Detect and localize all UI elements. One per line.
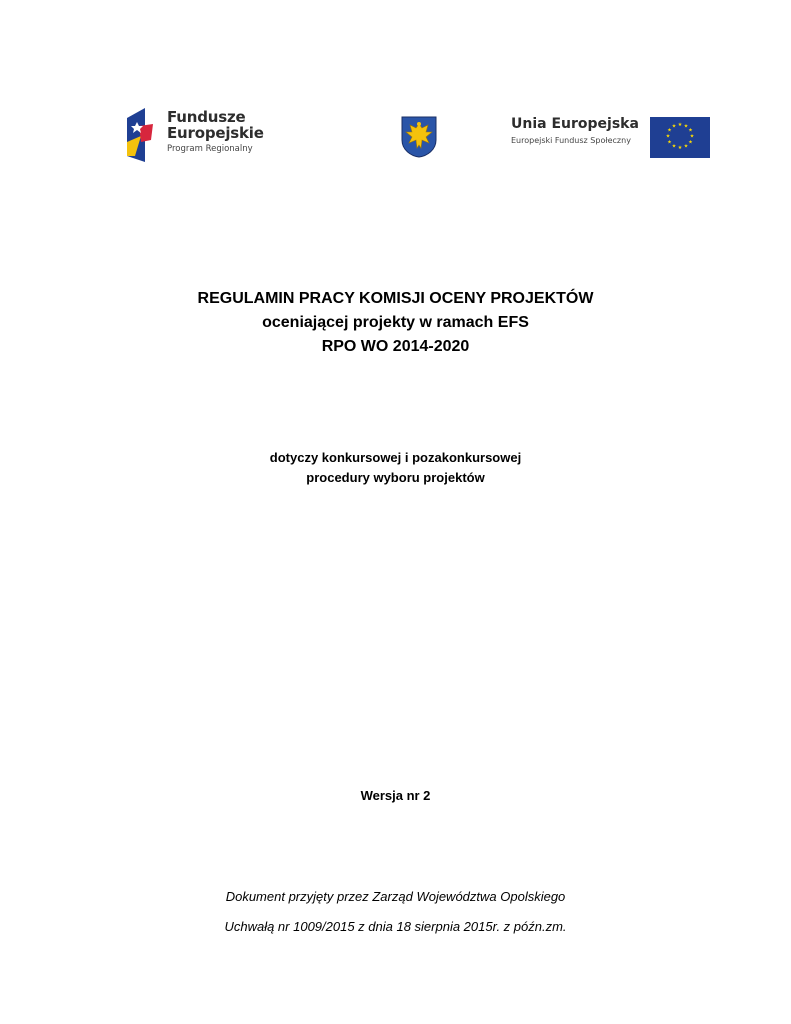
svg-text:★: ★ [671,143,677,150]
svg-text:★: ★ [689,133,695,140]
adoption-line-2: Uchwałą nr 1009/2015 z dnia 18 sierpnia 2015r. z późn.zm. [224,919,567,934]
unia-europejska-title: Unia Europejska [511,116,639,132]
subtitle-line-1: dotyczy konkursowej i pozakonkursowej [269,450,522,465]
fundusze-europejskie-logo [127,106,267,164]
fundusze-logo-line2: Europejskie [167,124,264,142]
unia-europejska-subtitle: Europejski Fundusz Społeczny [511,136,631,145]
svg-text:★: ★ [688,139,693,146]
svg-text:★: ★ [683,123,689,130]
opolskie-crest-logo [401,116,437,158]
adoption-info [0,882,791,942]
subtitle-line-2: procedury wyboru projektów [306,470,485,485]
eu-flag-logo [650,117,710,158]
svg-text:★: ★ [667,127,672,134]
document-version: Wersja nr 2 [360,788,431,803]
eu-flag-icon [650,117,710,158]
title-line-2: oceniającej projekty w ramach EFS [262,314,529,331]
svg-text:★: ★ [667,139,672,146]
fundusze-logo-line3: Program Regionalny [167,144,253,154]
svg-text:★: ★ [683,143,689,150]
svg-text:★: ★ [677,145,683,151]
svg-text:★: ★ [665,133,671,140]
document-title [0,287,791,359]
fundusze-europejskie-emblem-icon [127,106,161,164]
fundusze-logo-line1: Fundusze [167,108,246,126]
svg-text:★: ★ [688,127,693,134]
title-line-1: REGULAMIN PRACY KOMISJI OCENY PROJEKTÓW [197,290,594,307]
svg-text:★: ★ [671,123,677,130]
adoption-line-1: Dokument przyjęty przez Zarząd Województwa Opolskiego [225,889,566,904]
title-line-3: RPO WO 2014-2020 [321,338,470,355]
document-subtitle [0,448,791,488]
unia-europejska-logo-text [511,117,639,145]
svg-text:★: ★ [677,122,683,128]
eagle-crest-icon [401,116,437,158]
